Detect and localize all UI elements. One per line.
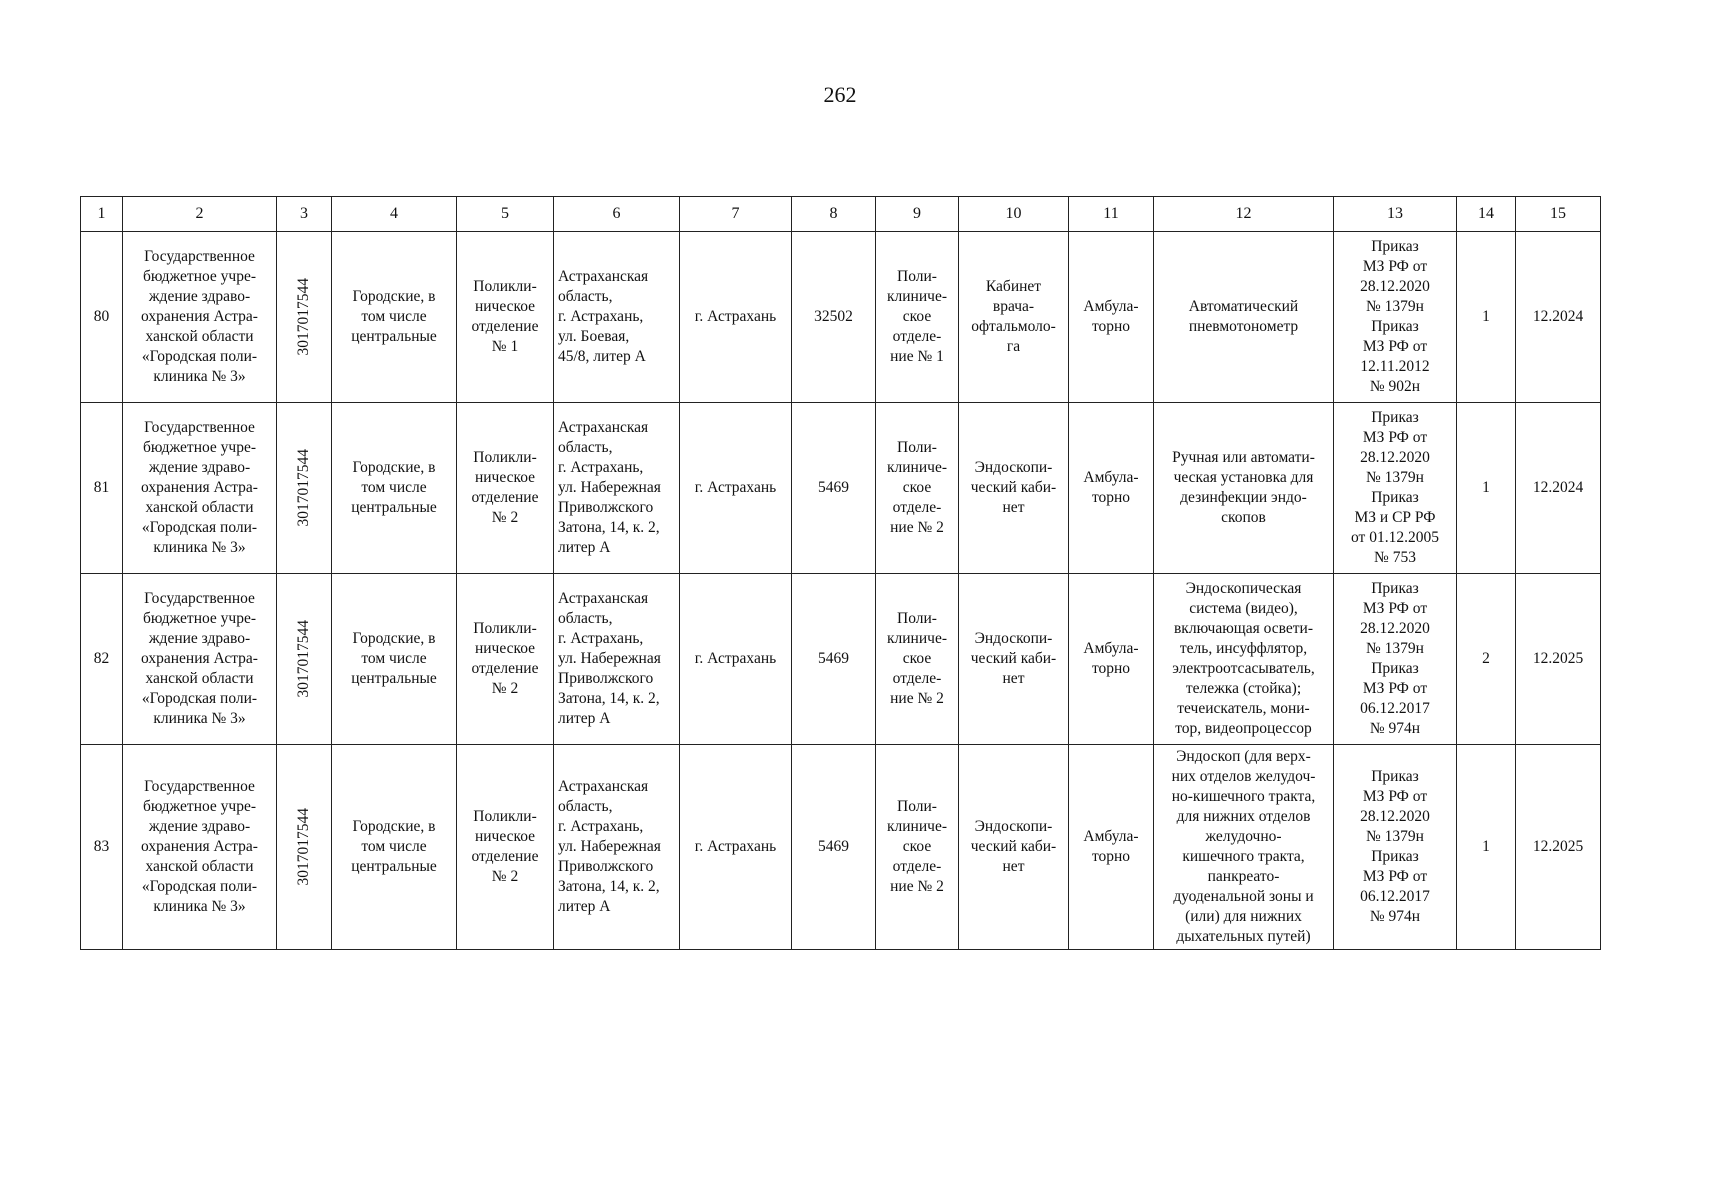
order-reference: Приказ МЗ РФ от 28.12.2020 № 1379н Приказ МЗ РФ от 06.12.2017 № 974н xyxy=(1334,745,1457,950)
address: Астраханская область, г. Астрахань, ул. Боевая, 45/8, литер А xyxy=(554,232,680,403)
equipment: Эндоскоп (для верх- них отделов желудоч- но-кишечного тракта, для нижних отделов желудочно- кишечного тракта, панкреато- дуоденальной зоны и (или) для нижних дыхательных путей) xyxy=(1154,745,1334,950)
table-row xyxy=(81,232,1601,403)
department: Поликли- ническое отделение № 2 xyxy=(457,574,554,745)
code: 32502 xyxy=(792,232,876,403)
table-row xyxy=(81,403,1601,574)
inn-value: 3017017544 xyxy=(295,808,312,886)
row-number: 81 xyxy=(81,403,123,574)
city: г. Астрахань xyxy=(680,574,792,745)
order-reference: Приказ МЗ РФ от 28.12.2020 № 1379н Приказ МЗ и СР РФ от 01.12.2005 № 753 xyxy=(1334,403,1457,574)
due-date: 12.2024 xyxy=(1516,403,1601,574)
header-cell: 11 xyxy=(1069,197,1154,232)
settlement-type: Городские, в том числе центральные xyxy=(332,232,457,403)
subdivision: Поли- клиниче- ское отделе- ние № 2 xyxy=(876,403,959,574)
organization-name: Государственное бюджетное учре- ждение здраво- охранения Астра- ханской области «Городская поли- клиника № 3» xyxy=(123,232,277,403)
code: 5469 xyxy=(792,745,876,950)
quantity: 1 xyxy=(1457,745,1516,950)
table-header-row xyxy=(81,197,1601,232)
quantity: 1 xyxy=(1457,403,1516,574)
department: Поликли- ническое отделение № 1 xyxy=(457,232,554,403)
order-reference: Приказ МЗ РФ от 28.12.2020 № 1379н Приказ МЗ РФ от 06.12.2017 № 974н xyxy=(1334,574,1457,745)
equipment: Автоматический пневмотонометр xyxy=(1154,232,1334,403)
header-cell: 14 xyxy=(1457,197,1516,232)
inn-cell xyxy=(277,403,332,574)
address: Астраханская область, г. Астрахань, ул. Набережная Приволжского Затона, 14, к. 2, литер А xyxy=(554,745,680,950)
quantity: 2 xyxy=(1457,574,1516,745)
header-cell: 7 xyxy=(680,197,792,232)
inn-value: 3017017544 xyxy=(295,449,312,527)
organization-name: Государственное бюджетное учре- ждение здраво- охранения Астра- ханской области «Городская поли- клиника № 3» xyxy=(123,574,277,745)
city: г. Астрахань xyxy=(680,403,792,574)
header-cell: 13 xyxy=(1334,197,1457,232)
subdivision: Поли- клиниче- ское отделе- ние № 2 xyxy=(876,745,959,950)
care-mode: Амбула- торно xyxy=(1069,232,1154,403)
header-cell: 4 xyxy=(332,197,457,232)
table-row xyxy=(81,574,1601,745)
header-cell: 9 xyxy=(876,197,959,232)
row-number: 80 xyxy=(81,232,123,403)
row-number: 82 xyxy=(81,574,123,745)
code: 5469 xyxy=(792,574,876,745)
header-cell: 6 xyxy=(554,197,680,232)
department: Поликли- ническое отделение № 2 xyxy=(457,403,554,574)
table-row xyxy=(81,745,1601,950)
settlement-type: Городские, в том числе центральные xyxy=(332,403,457,574)
due-date: 12.2025 xyxy=(1516,745,1601,950)
address: Астраханская область, г. Астрахань, ул. Набережная Приволжского Затона, 14, к. 2, литер А xyxy=(554,574,680,745)
settlement-type: Городские, в том числе центральные xyxy=(332,574,457,745)
room: Эндоскопи- ческий каби- нет xyxy=(959,574,1069,745)
care-mode: Амбула- торно xyxy=(1069,574,1154,745)
equipment-table xyxy=(80,196,1601,950)
header-cell: 15 xyxy=(1516,197,1601,232)
header-cell: 3 xyxy=(277,197,332,232)
organization-name: Государственное бюджетное учре- ждение здраво- охранения Астра- ханской области «Городская поли- клиника № 3» xyxy=(123,745,277,950)
equipment: Ручная или автомати- ческая установка для дезинфекции эндо- скопов xyxy=(1154,403,1334,574)
equipment: Эндоскопическая система (видео), включающая освети- тель, инсуффлятор, электроотсасыватель, тележка (стойка); течеискатель, мони- тор, видеопроцессор xyxy=(1154,574,1334,745)
room: Эндоскопи- ческий каби- нет xyxy=(959,403,1069,574)
header-cell: 10 xyxy=(959,197,1069,232)
inn-cell xyxy=(277,232,332,403)
department: Поликли- ническое отделение № 2 xyxy=(457,745,554,950)
row-number: 83 xyxy=(81,745,123,950)
settlement-type: Городские, в том числе центральные xyxy=(332,745,457,950)
inn-cell xyxy=(277,745,332,950)
room: Эндоскопи- ческий каби- нет xyxy=(959,745,1069,950)
address: Астраханская область, г. Астрахань, ул. Набережная Приволжского Затона, 14, к. 2, литер А xyxy=(554,403,680,574)
page-number: 262 xyxy=(823,82,857,107)
room: Кабинет врача- офтальмоло- га xyxy=(959,232,1069,403)
header-cell: 12 xyxy=(1154,197,1334,232)
city: г. Астрахань xyxy=(680,232,792,403)
code: 5469 xyxy=(792,403,876,574)
city: г. Астрахань xyxy=(680,745,792,950)
subdivision: Поли- клиниче- ское отделе- ние № 1 xyxy=(876,232,959,403)
inn-cell xyxy=(277,574,332,745)
header-cell: 2 xyxy=(123,197,277,232)
organization-name: Государственное бюджетное учре- ждение здраво- охранения Астра- ханской области «Городская поли- клиника № 3» xyxy=(123,403,277,574)
quantity: 1 xyxy=(1457,232,1516,403)
subdivision: Поли- клиниче- ское отделе- ние № 2 xyxy=(876,574,959,745)
due-date: 12.2024 xyxy=(1516,232,1601,403)
header-cell: 8 xyxy=(792,197,876,232)
header-cell: 1 xyxy=(81,197,123,232)
header-cell: 5 xyxy=(457,197,554,232)
order-reference: Приказ МЗ РФ от 28.12.2020 № 1379н Приказ МЗ РФ от 12.11.2012 № 902н xyxy=(1334,232,1457,403)
care-mode: Амбула- торно xyxy=(1069,745,1154,950)
inn-value: 3017017544 xyxy=(295,278,312,356)
due-date: 12.2025 xyxy=(1516,574,1601,745)
inn-value: 3017017544 xyxy=(295,620,312,698)
care-mode: Амбула- торно xyxy=(1069,403,1154,574)
